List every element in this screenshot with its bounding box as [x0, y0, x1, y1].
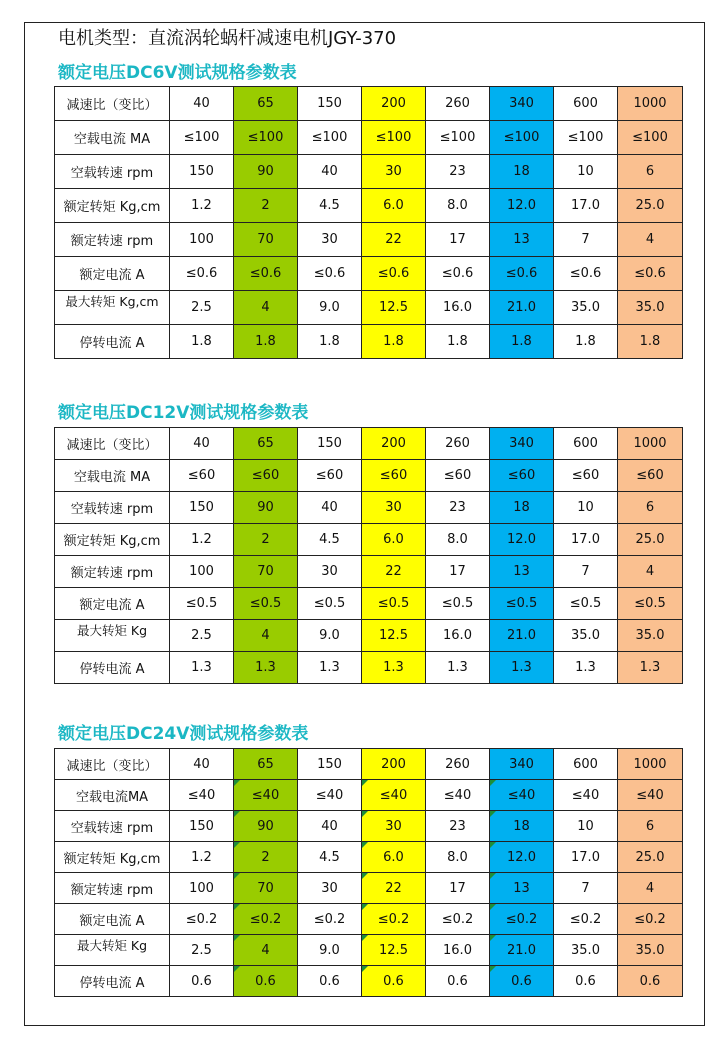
table-cell: 17: [426, 873, 490, 904]
table-cell: ≤0.6: [554, 257, 618, 291]
table-cell: 340: [490, 749, 554, 780]
table-cell: 8.0: [426, 842, 490, 873]
table-cell: ≤0.6: [426, 257, 490, 291]
table-cell: 18: [490, 155, 554, 189]
table-row: [55, 873, 683, 904]
table-cell: 16.0: [426, 935, 490, 966]
table-cell: 17: [426, 223, 490, 257]
table-cell: ≤100: [490, 121, 554, 155]
table-cell: 30: [362, 155, 426, 189]
section-title-dc6v: 额定电压DC6V测试规格参数表: [58, 63, 297, 83]
table-cell: 30: [362, 811, 426, 842]
table-cell: 0.6: [618, 966, 683, 997]
table-cell: 70: [234, 873, 298, 904]
table-cell: 0.6: [554, 966, 618, 997]
table-cell: 0.6: [490, 966, 554, 997]
table-cell: ≤0.2: [426, 904, 490, 935]
row-label: 额定转矩 Kg,cm: [55, 842, 170, 873]
table-cell: 12.0: [490, 842, 554, 873]
table-cell: ≤60: [234, 460, 298, 492]
table-cell: 150: [298, 87, 362, 121]
table-cell: ≤0.2: [234, 904, 298, 935]
table-cell: ≤0.5: [554, 588, 618, 620]
table-cell: 30: [298, 223, 362, 257]
table-cell: 65: [234, 87, 298, 121]
table-row: [55, 223, 683, 257]
row-label: 减速比（变比）: [55, 749, 170, 780]
table-cell: 1.8: [298, 325, 362, 359]
table-cell: ≤40: [170, 780, 234, 811]
table-cell: 7: [554, 873, 618, 904]
table-cell: ≤60: [298, 460, 362, 492]
table-cell: 13: [490, 223, 554, 257]
table-cell: 9.0: [298, 935, 362, 966]
table-cell: 260: [426, 428, 490, 460]
table-cell: 7: [554, 556, 618, 588]
row-label: 停转电流 A: [55, 652, 170, 684]
table-cell: 30: [298, 556, 362, 588]
table-row: [55, 556, 683, 588]
table-cell: 25.0: [618, 524, 683, 556]
table-cell: ≤0.6: [298, 257, 362, 291]
table-cell: ≤60: [618, 460, 683, 492]
row-label: 最大转矩 Kg: [55, 935, 170, 966]
table-cell: 22: [362, 556, 426, 588]
row-label: 额定转速 rpm: [55, 556, 170, 588]
table-cell: 40: [170, 749, 234, 780]
table-cell: 21.0: [490, 620, 554, 652]
table-cell: 10: [554, 155, 618, 189]
table-cell: 70: [234, 556, 298, 588]
table-cell: 8.0: [426, 189, 490, 223]
table-row: [55, 257, 683, 291]
table-cell: 1000: [618, 87, 683, 121]
table-cell: 25.0: [618, 842, 683, 873]
table-cell: 9.0: [298, 291, 362, 325]
table-cell: ≤100: [234, 121, 298, 155]
row-label: 额定转速 rpm: [55, 873, 170, 904]
table-cell: 150: [298, 428, 362, 460]
table-cell: ≤100: [298, 121, 362, 155]
table-cell: 2.5: [170, 291, 234, 325]
table-row: [55, 620, 683, 652]
row-label: 空载电流 MA: [55, 121, 170, 155]
table-cell: ≤60: [170, 460, 234, 492]
row-label: 空载电流 MA: [55, 460, 170, 492]
table-cell: ≤40: [426, 780, 490, 811]
table-cell: 260: [426, 749, 490, 780]
table-cell: ≤0.6: [618, 257, 683, 291]
table-cell: 1.8: [426, 325, 490, 359]
table-cell: 35.0: [618, 935, 683, 966]
table-cell: 8.0: [426, 524, 490, 556]
row-label: 最大转矩 Kg: [55, 620, 170, 652]
table-cell: 1.8: [170, 325, 234, 359]
table-cell: 10: [554, 811, 618, 842]
table-cell: 340: [490, 428, 554, 460]
table-cell: 0.6: [362, 966, 426, 997]
table-cell: 2: [234, 524, 298, 556]
table-cell: 35.0: [554, 935, 618, 966]
table-cell: ≤0.5: [490, 588, 554, 620]
section-title-dc24v: 额定电压DC24V测试规格参数表: [58, 724, 309, 744]
table-cell: 200: [362, 428, 426, 460]
table-cell: 35.0: [618, 291, 683, 325]
table-cell: 9.0: [298, 620, 362, 652]
table-cell: ≤100: [362, 121, 426, 155]
table-cell: 6: [618, 811, 683, 842]
spec-table-dc6v: [54, 86, 683, 359]
table-cell: 1.8: [490, 325, 554, 359]
table-row: [55, 291, 683, 325]
table-cell: 1.8: [234, 325, 298, 359]
table-cell: ≤40: [298, 780, 362, 811]
table-cell: 1.3: [298, 652, 362, 684]
table-cell: 600: [554, 749, 618, 780]
table-row: [55, 524, 683, 556]
table-row: [55, 189, 683, 223]
row-label: 空载电流MA: [55, 780, 170, 811]
table-cell: 1.8: [362, 325, 426, 359]
table-row: [55, 966, 683, 997]
table-cell: 18: [490, 811, 554, 842]
table-cell: ≤40: [490, 780, 554, 811]
table-cell: 17.0: [554, 524, 618, 556]
table-cell: 1.3: [234, 652, 298, 684]
table-cell: 1.3: [618, 652, 683, 684]
table-cell: 23: [426, 811, 490, 842]
table-cell: 2.5: [170, 935, 234, 966]
table-cell: 4: [234, 291, 298, 325]
table-cell: 12.0: [490, 189, 554, 223]
table-cell: 0.6: [170, 966, 234, 997]
spec-table-dc12v: [54, 427, 683, 684]
table-cell: 18: [490, 492, 554, 524]
table-cell: 1.3: [490, 652, 554, 684]
row-label: 额定电流 A: [55, 588, 170, 620]
table-cell: 12.5: [362, 935, 426, 966]
table-cell: 17.0: [554, 842, 618, 873]
table-cell: 1.3: [362, 652, 426, 684]
table-row: [55, 780, 683, 811]
table-cell: 260: [426, 87, 490, 121]
table-cell: 12.5: [362, 620, 426, 652]
table-cell: 17.0: [554, 189, 618, 223]
table-cell: ≤0.6: [362, 257, 426, 291]
table-cell: 16.0: [426, 291, 490, 325]
row-label: 额定转速 rpm: [55, 223, 170, 257]
table-cell: 4: [618, 873, 683, 904]
table-cell: 13: [490, 556, 554, 588]
table-cell: ≤40: [362, 780, 426, 811]
table-cell: 1.3: [554, 652, 618, 684]
table-cell: 7: [554, 223, 618, 257]
table-cell: ≤0.2: [170, 904, 234, 935]
table-cell: 10: [554, 492, 618, 524]
table-cell: ≤0.6: [490, 257, 554, 291]
table-cell: 100: [170, 873, 234, 904]
table-row: [55, 904, 683, 935]
table-cell: 40: [298, 155, 362, 189]
table-cell: 340: [490, 87, 554, 121]
spec-table-dc24v: [54, 748, 683, 997]
table-cell: 0.6: [234, 966, 298, 997]
table-cell: 150: [170, 155, 234, 189]
table-cell: ≤100: [554, 121, 618, 155]
table-cell: 2.5: [170, 620, 234, 652]
table-cell: 40: [298, 811, 362, 842]
table-cell: ≤0.2: [298, 904, 362, 935]
table-cell: 100: [170, 556, 234, 588]
table-row: [55, 87, 683, 121]
table-cell: 1000: [618, 428, 683, 460]
table-row: [55, 155, 683, 189]
table-row: [55, 428, 683, 460]
row-label: 停转电流 A: [55, 966, 170, 997]
table-cell: 1.8: [618, 325, 683, 359]
table-cell: 2: [234, 189, 298, 223]
table-cell: 6.0: [362, 842, 426, 873]
table-cell: 4: [618, 556, 683, 588]
table-cell: 0.6: [298, 966, 362, 997]
table-cell: 22: [362, 873, 426, 904]
table-cell: ≤60: [426, 460, 490, 492]
table-cell: 4.5: [298, 842, 362, 873]
table-row: [55, 749, 683, 780]
section-title-dc12v: 额定电压DC12V测试规格参数表: [58, 403, 309, 423]
table-cell: 150: [170, 492, 234, 524]
table-cell: 6.0: [362, 189, 426, 223]
table-cell: 6.0: [362, 524, 426, 556]
table-cell: 1.8: [554, 325, 618, 359]
table-cell: ≤100: [618, 121, 683, 155]
table-cell: ≤60: [490, 460, 554, 492]
table-cell: 4.5: [298, 524, 362, 556]
table-row: [55, 811, 683, 842]
table-cell: ≤0.2: [554, 904, 618, 935]
table-cell: ≤0.5: [426, 588, 490, 620]
table-cell: ≤0.2: [362, 904, 426, 935]
table-cell: 90: [234, 492, 298, 524]
table-cell: 23: [426, 155, 490, 189]
table-cell: ≤0.5: [234, 588, 298, 620]
table-cell: 1.2: [170, 189, 234, 223]
table-cell: 40: [170, 428, 234, 460]
table-cell: 600: [554, 87, 618, 121]
table-cell: 17: [426, 556, 490, 588]
table-cell: 90: [234, 155, 298, 189]
table-cell: 30: [298, 873, 362, 904]
table-cell: 12.0: [490, 524, 554, 556]
table-cell: 35.0: [618, 620, 683, 652]
table-cell: 200: [362, 87, 426, 121]
table-cell: ≤0.6: [234, 257, 298, 291]
table-row: [55, 460, 683, 492]
table-cell: 4: [234, 935, 298, 966]
table-cell: ≤40: [618, 780, 683, 811]
row-label: 空载转速 rpm: [55, 155, 170, 189]
table-cell: 21.0: [490, 935, 554, 966]
row-label: 空载转速 rpm: [55, 811, 170, 842]
table-cell: 4: [618, 223, 683, 257]
table-row: [55, 588, 683, 620]
table-cell: 150: [298, 749, 362, 780]
table-cell: ≤60: [362, 460, 426, 492]
row-label: 最大转矩 Kg,cm: [55, 291, 170, 325]
table-row: [55, 842, 683, 873]
table-row: [55, 652, 683, 684]
table-cell: 13: [490, 873, 554, 904]
table-cell: 6: [618, 492, 683, 524]
table-cell: ≤100: [426, 121, 490, 155]
table-cell: 200: [362, 749, 426, 780]
table-row: [55, 325, 683, 359]
table-cell: 40: [298, 492, 362, 524]
row-label: 减速比（变比）: [55, 428, 170, 460]
table-cell: ≤0.2: [490, 904, 554, 935]
table-cell: 35.0: [554, 291, 618, 325]
table-cell: ≤40: [554, 780, 618, 811]
table-cell: ≤0.6: [170, 257, 234, 291]
row-label: 停转电流 A: [55, 325, 170, 359]
row-label: 额定电流 A: [55, 257, 170, 291]
table-cell: 6: [618, 155, 683, 189]
table-cell: 1000: [618, 749, 683, 780]
table-cell: 65: [234, 749, 298, 780]
row-label: 额定转矩 Kg,cm: [55, 524, 170, 556]
table-cell: 12.5: [362, 291, 426, 325]
table-cell: 100: [170, 223, 234, 257]
table-row: [55, 121, 683, 155]
table-cell: 35.0: [554, 620, 618, 652]
table-cell: 4: [234, 620, 298, 652]
table-cell: 30: [362, 492, 426, 524]
table-cell: 70: [234, 223, 298, 257]
table-cell: 1.2: [170, 842, 234, 873]
table-cell: ≤60: [554, 460, 618, 492]
table-cell: 16.0: [426, 620, 490, 652]
page-title: 电机类型：直流涡轮蜗杆减速电机JGY-370: [58, 28, 397, 49]
row-label: 减速比（变比）: [55, 87, 170, 121]
table-cell: ≤0.5: [170, 588, 234, 620]
table-cell: 65: [234, 428, 298, 460]
table-cell: 90: [234, 811, 298, 842]
row-label: 额定电流 A: [55, 904, 170, 935]
row-label: 额定转矩 Kg,cm: [55, 189, 170, 223]
table-cell: ≤0.2: [618, 904, 683, 935]
table-cell: ≤0.5: [362, 588, 426, 620]
table-cell: 600: [554, 428, 618, 460]
table-cell: 1.3: [170, 652, 234, 684]
table-cell: ≤0.5: [618, 588, 683, 620]
table-cell: 40: [170, 87, 234, 121]
table-cell: 25.0: [618, 189, 683, 223]
table-cell: 1.2: [170, 524, 234, 556]
table-row: [55, 935, 683, 966]
table-cell: ≤0.5: [298, 588, 362, 620]
row-label: 空载转速 rpm: [55, 492, 170, 524]
table-cell: 21.0: [490, 291, 554, 325]
table-cell: 0.6: [426, 966, 490, 997]
table-cell: 23: [426, 492, 490, 524]
table-cell: 22: [362, 223, 426, 257]
table-cell: 1.3: [426, 652, 490, 684]
table-row: [55, 492, 683, 524]
table-cell: ≤100: [170, 121, 234, 155]
table-cell: 4.5: [298, 189, 362, 223]
table-cell: 2: [234, 842, 298, 873]
table-cell: ≤40: [234, 780, 298, 811]
table-cell: 150: [170, 811, 234, 842]
